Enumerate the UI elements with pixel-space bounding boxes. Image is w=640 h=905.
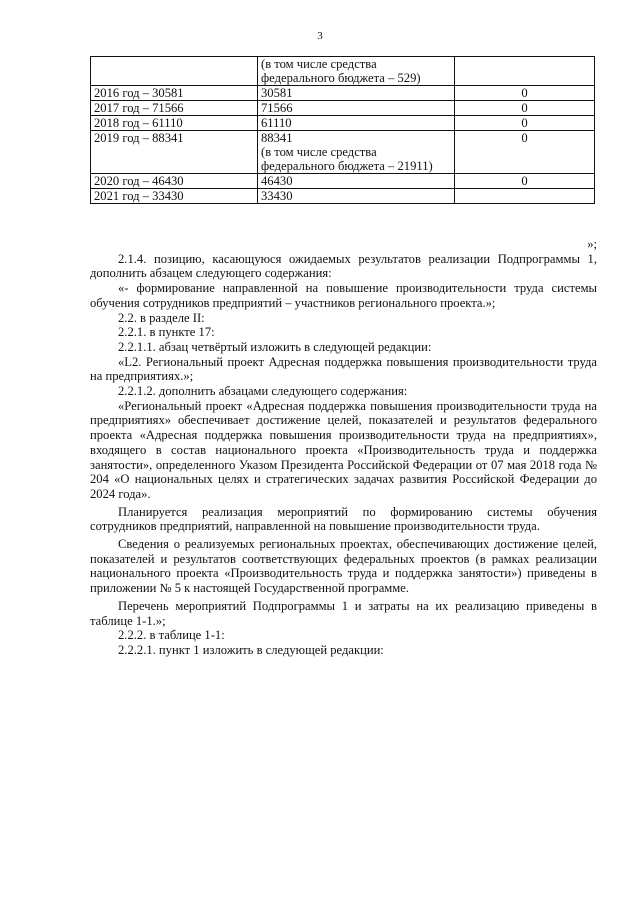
- value-cell: 61110: [258, 116, 455, 131]
- year-cell: 2017 год – 71566: [91, 101, 258, 116]
- value-cell: 46430: [258, 174, 455, 189]
- table-row: [91, 174, 595, 189]
- closing-quote: »;: [587, 237, 597, 251]
- value-cell: 71566: [258, 101, 455, 116]
- value-cell: 33430: [258, 189, 455, 204]
- year-cell: 2021 год – 33430: [91, 189, 258, 204]
- federal-cell: [455, 57, 595, 86]
- table-row: [91, 131, 595, 174]
- table-row: [91, 86, 595, 101]
- value-cell: [258, 57, 455, 86]
- federal-cell: 0: [455, 116, 595, 131]
- year-cell: 2018 год – 61110: [91, 116, 258, 131]
- paragraph: «- формирование направленной на повышение производительности труда системы обучения сотрудников предприятий – участников регионального проекта.»;: [90, 281, 597, 310]
- table-row: [91, 116, 595, 131]
- paragraph: «Региональный проект «Адресная поддержка повышения производительности труда на предприятиях» обеспечивает достижение целей, показателей и результатов федерального проекта «Адресная поддержка повышения производительности труда на предприятиях», входящего в состав национального проекта «Производительность труда и поддержка занятости», определенного Указом Президента Российской Федерации от 07 мая 2018 года № 204 «О национальных целях и стратегических задачах развития Российской Федерации до 2024 года».: [90, 398, 597, 501]
- federal-cell: [455, 189, 595, 204]
- paragraph: 2.1.4. позицию, касающуюся ожидаемых результатов реализации Подпрограммы 1, дополнить абзацем следующего содержания:: [90, 251, 597, 281]
- paragraph: 2.2.1. в пункте 17:: [118, 325, 215, 340]
- paragraph: 2.2.1.2. дополнить абзацами следующего содержания:: [118, 384, 408, 399]
- paragraph: 2.2.2.1. пункт 1 изложить в следующей редакции:: [118, 642, 384, 657]
- paragraph: 2.2.2. в таблице 1-1:: [118, 628, 225, 643]
- value-note: (в том числе средства федерального бюджета – 529): [261, 57, 421, 85]
- federal-cell: 0: [455, 131, 595, 174]
- paragraph: 2.2. в разделе II:: [118, 310, 205, 325]
- value-cell: [258, 131, 455, 174]
- page-number: 3: [317, 30, 323, 42]
- federal-cell: 0: [455, 101, 595, 116]
- year-cell: 2016 год – 30581: [91, 86, 258, 101]
- paragraph: 2.2.1.1. абзац четвёртый изложить в следующей редакции:: [118, 339, 432, 354]
- federal-cell: 0: [455, 86, 595, 101]
- table-row: [91, 57, 595, 86]
- value-amount: 88341: [261, 131, 293, 145]
- paragraph: Перечень мероприятий Подпрограммы 1 и затраты на их реализацию приведены в таблице 1-1.»;: [90, 598, 597, 628]
- value-cell: 30581: [258, 86, 455, 101]
- paragraph: Сведения о реализуемых региональных проектах, обеспечивающих достижение целей, показателей и результатов соответствующих федеральных проектов (в рамках реализации национального проекта «Производительность труда и поддержка занятости») приведены в приложении № 5 к настоящей Государственной программе.: [90, 537, 597, 596]
- table-row: [91, 189, 595, 204]
- value-note: (в том числе средства федерального бюджета – 21911): [261, 145, 433, 173]
- year-cell: 2019 год – 88341: [91, 131, 258, 174]
- federal-cell: 0: [455, 174, 595, 189]
- table-row: [91, 101, 595, 116]
- paragraph: Планируется реализация мероприятий по формированию системы обучения сотрудников предприятий, направленной на повышение производительности труда.: [90, 504, 597, 534]
- year-cell: [91, 57, 258, 86]
- body-text: [90, 237, 597, 658]
- year-cell: 2020 год – 46430: [91, 174, 258, 189]
- funding-table: [90, 56, 595, 204]
- paragraph: «L2. Региональный проект Адресная поддержка повышения производительности труда на предприятиях.»;: [90, 354, 597, 384]
